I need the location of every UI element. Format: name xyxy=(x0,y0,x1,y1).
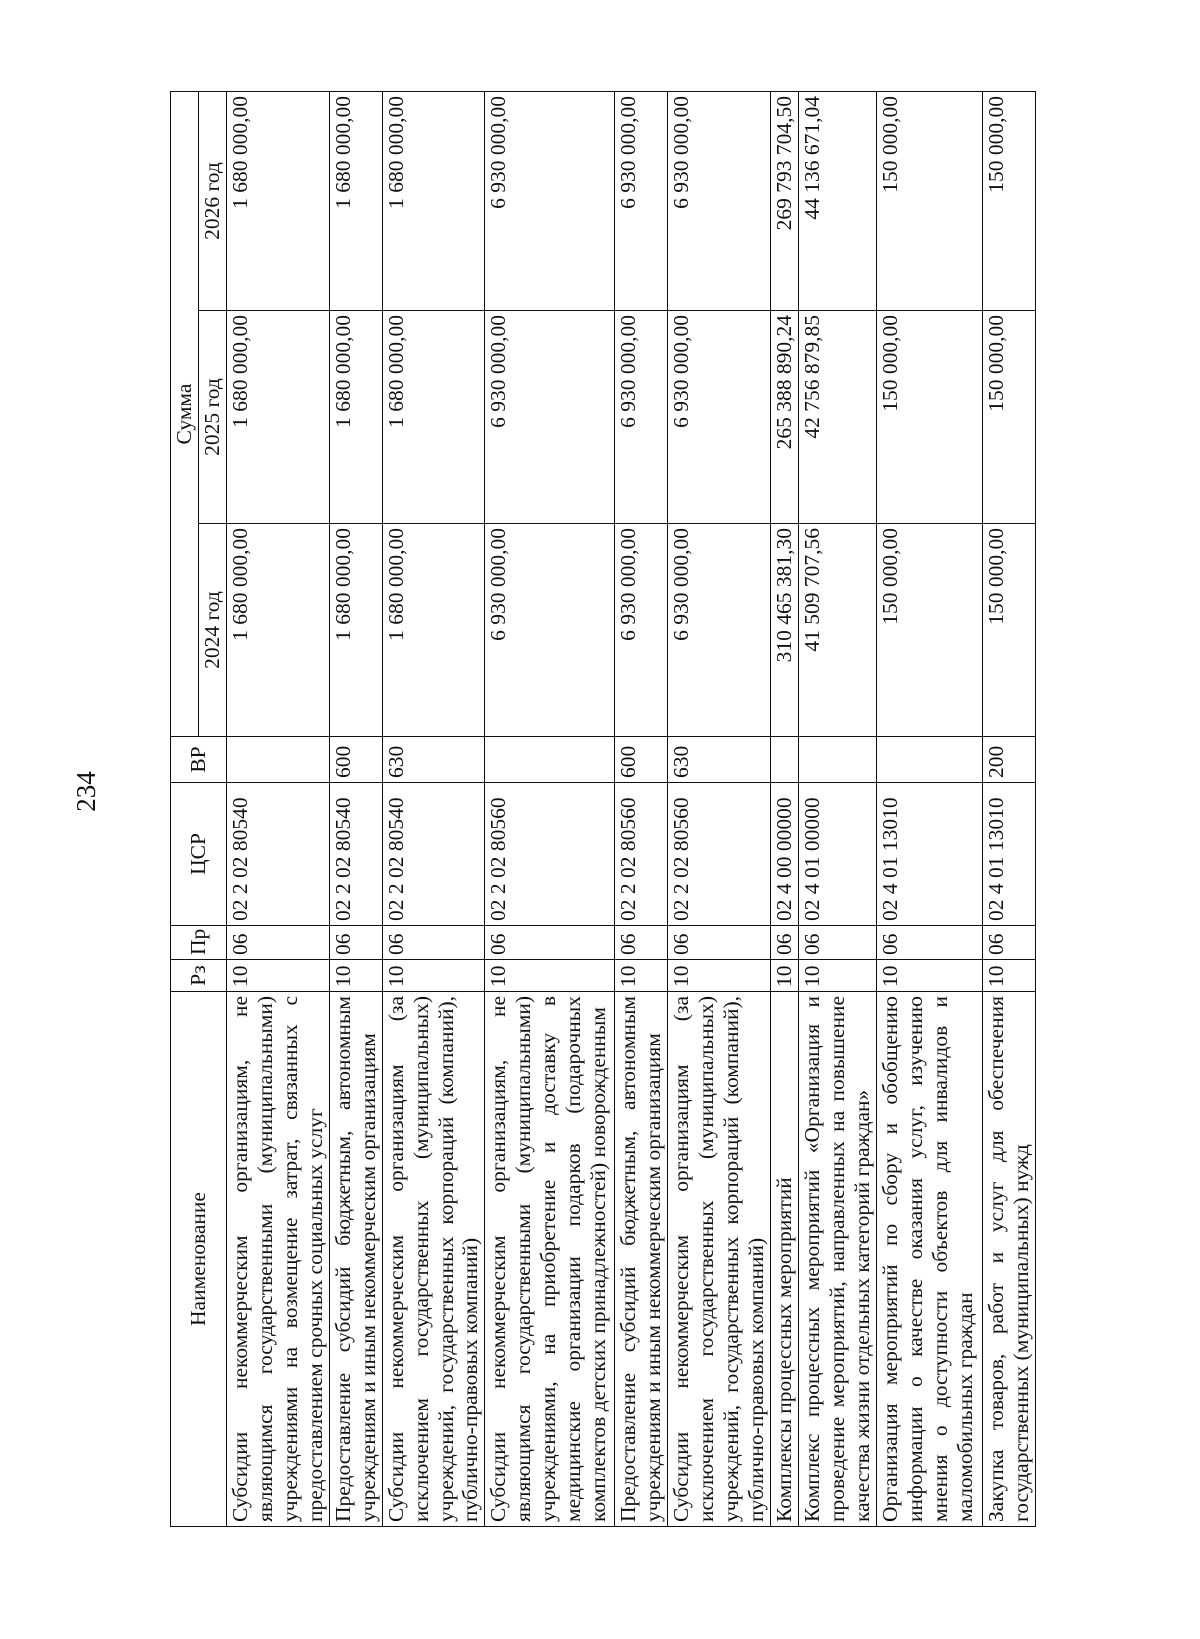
row-rz: 10 xyxy=(382,960,485,992)
header-year-2025: 2025 год xyxy=(199,311,227,524)
row-vr: 600 xyxy=(329,737,382,783)
rotated-page-content xyxy=(170,92,1033,1527)
row-rz: 10 xyxy=(668,960,771,992)
row-sum-2025: 42 756 879,85 xyxy=(798,311,876,524)
header-sum: Сумма xyxy=(171,92,199,737)
row-rz: 10 xyxy=(329,960,382,992)
row-csr: 02 4 01 00000 xyxy=(798,783,876,926)
row-sum-2025: 1 680 000,00 xyxy=(382,311,485,524)
table-row xyxy=(329,92,382,1527)
row-name: Субсидии некоммерческим организациям, не являющимся государственными (муниципальными) учреждениями, на приобретение и доставку в медицинские организации подарков (подарочных комплектов детских принадлежностей) новорожденным xyxy=(485,992,615,1527)
table-row xyxy=(982,92,1035,1527)
header-vr: ВР xyxy=(171,737,227,783)
row-pr: 06 xyxy=(668,926,771,960)
budget-table xyxy=(170,91,1036,1527)
row-csr: 02 2 02 80560 xyxy=(668,783,771,926)
row-vr: 630 xyxy=(382,737,485,783)
row-sum-2024: 1 680 000,00 xyxy=(382,524,485,737)
table-row xyxy=(798,92,876,1527)
row-name: Субсидии некоммерческим организациям (за исключением государственных (муниципальных) учреждений, государственных корпораций (компаний), публично-правовых компаний) xyxy=(382,992,485,1527)
row-sum-2025: 1 680 000,00 xyxy=(329,311,382,524)
row-pr: 06 xyxy=(227,926,330,960)
row-name: Предоставление субсидий бюджетным, автономным учреждениям и иным некоммерческим организациям xyxy=(329,992,382,1527)
row-sum-2026: 6 930 000,00 xyxy=(485,92,615,311)
row-csr: 02 2 02 80540 xyxy=(382,783,485,926)
row-name: Комплексы процессных мероприятий xyxy=(771,992,799,1527)
row-csr: 02 2 02 80540 xyxy=(329,783,382,926)
row-sum-2024: 310 465 381,30 xyxy=(771,524,799,737)
row-sum-2026: 1 680 000,00 xyxy=(382,92,485,311)
row-pr: 06 xyxy=(382,926,485,960)
row-sum-2026: 44 136 671,04 xyxy=(798,92,876,311)
row-rz: 10 xyxy=(798,960,876,992)
row-pr: 06 xyxy=(485,926,615,960)
row-sum-2026: 6 930 000,00 xyxy=(668,92,771,311)
header-year-2026: 2026 год xyxy=(199,92,227,311)
row-vr: 630 xyxy=(668,737,771,783)
row-sum-2024: 1 680 000,00 xyxy=(227,524,330,737)
row-vr xyxy=(485,737,615,783)
row-sum-2025: 1 680 000,00 xyxy=(227,311,330,524)
row-sum-2025: 6 930 000,00 xyxy=(615,311,668,524)
page-number: 234 xyxy=(70,771,101,812)
row-rz: 10 xyxy=(227,960,330,992)
row-sum-2026: 1 680 000,00 xyxy=(227,92,330,311)
row-name: Субсидии некоммерческим организациям (за исключением государственных (муниципальных) учреждений, государственных корпораций (компаний), публично-правовых компаний) xyxy=(668,992,771,1527)
row-vr: 200 xyxy=(982,737,1035,783)
row-vr xyxy=(798,737,876,783)
row-rz: 10 xyxy=(982,960,1035,992)
row-name: Предоставление субсидий бюджетным, автономным учреждениям и иным некоммерческим организациям xyxy=(615,992,668,1527)
row-csr: 02 2 02 80540 xyxy=(227,783,330,926)
row-pr: 06 xyxy=(771,926,799,960)
row-name: Закупка товаров, работ и услуг для обеспечения государственных (муниципальных) нужд xyxy=(982,992,1035,1527)
row-vr xyxy=(876,737,982,783)
row-sum-2025: 265 388 890,24 xyxy=(771,311,799,524)
row-vr xyxy=(227,737,330,783)
row-sum-2026: 1 680 000,00 xyxy=(329,92,382,311)
row-csr: 02 4 00 00000 xyxy=(771,783,799,926)
table-row xyxy=(382,92,485,1527)
table-row xyxy=(227,92,330,1527)
table-row xyxy=(615,92,668,1527)
row-sum-2026: 6 930 000,00 xyxy=(615,92,668,311)
row-sum-2026: 269 793 704,50 xyxy=(771,92,799,311)
header-name: Наименование xyxy=(171,992,227,1527)
row-csr: 02 2 02 80560 xyxy=(615,783,668,926)
row-sum-2024: 6 930 000,00 xyxy=(668,524,771,737)
table-row xyxy=(876,92,982,1527)
header-row-top xyxy=(171,92,199,1527)
row-csr: 02 4 01 13010 xyxy=(982,783,1035,926)
header-csr: ЦСР xyxy=(171,783,227,926)
row-sum-2024: 6 930 000,00 xyxy=(615,524,668,737)
header-pr: Пр xyxy=(171,926,227,960)
row-sum-2026: 150 000,00 xyxy=(982,92,1035,311)
row-sum-2024: 1 680 000,00 xyxy=(329,524,382,737)
row-sum-2025: 6 930 000,00 xyxy=(668,311,771,524)
row-pr: 06 xyxy=(876,926,982,960)
table-row xyxy=(771,92,799,1527)
row-name: Организация мероприятий по сбору и обобщению информации о качестве оказания услуг, изучению мнения о доступности объектов для инвалидов и маломобильных граждан xyxy=(876,992,982,1527)
row-sum-2024: 150 000,00 xyxy=(982,524,1035,737)
row-name: Комплекс процессных мероприятий «Организация и проведение мероприятий, направленных на повышение качества жизни отдельных категорий граждан» xyxy=(798,992,876,1527)
row-rz: 10 xyxy=(615,960,668,992)
row-sum-2025: 150 000,00 xyxy=(876,311,982,524)
row-sum-2024: 41 509 707,56 xyxy=(798,524,876,737)
row-rz: 10 xyxy=(771,960,799,992)
row-rz: 10 xyxy=(876,960,982,992)
row-vr xyxy=(771,737,799,783)
header-year-2024: 2024 год xyxy=(199,524,227,737)
row-pr: 06 xyxy=(615,926,668,960)
row-pr: 06 xyxy=(982,926,1035,960)
table-row xyxy=(668,92,771,1527)
row-name: Субсидии некоммерческим организациям, не являющимся государственными (муниципальными) учреждениями на возмещение затрат, связанных с предоставлением срочных социальных услуг xyxy=(227,992,330,1527)
row-csr: 02 2 02 80560 xyxy=(485,783,615,926)
row-sum-2024: 6 930 000,00 xyxy=(485,524,615,737)
table-row xyxy=(485,92,615,1527)
header-rz: Рз xyxy=(171,960,227,992)
row-vr: 600 xyxy=(615,737,668,783)
row-sum-2025: 6 930 000,00 xyxy=(485,311,615,524)
row-rz: 10 xyxy=(485,960,615,992)
row-pr: 06 xyxy=(798,926,876,960)
row-sum-2024: 150 000,00 xyxy=(876,524,982,737)
row-sum-2025: 150 000,00 xyxy=(982,311,1035,524)
row-pr: 06 xyxy=(329,926,382,960)
row-sum-2026: 150 000,00 xyxy=(876,92,982,311)
row-csr: 02 4 01 13010 xyxy=(876,783,982,926)
